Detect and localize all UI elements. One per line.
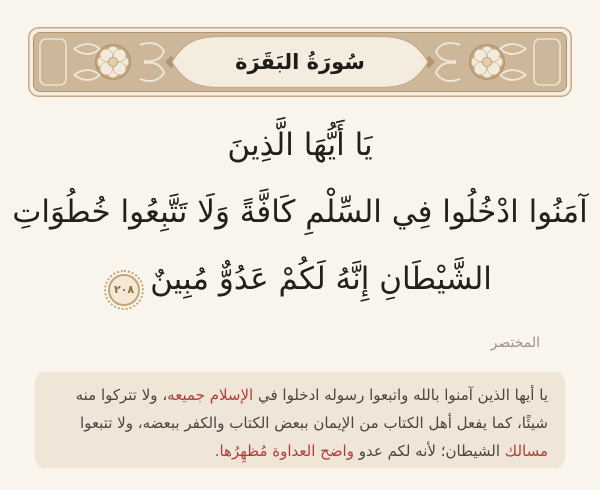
tafsir-source-label[interactable]: المختصر <box>490 335 540 351</box>
tafsir-segment-highlight: مسالك <box>504 441 548 460</box>
verse-line-2[interactable]: آمَنُوا ادْخُلُوا فِي السِّلْمِ كَافَّةً وَلَا تَتَّبِعُوا خُطُوَاتِ <box>12 194 588 230</box>
verse-line-3[interactable] <box>10 246 590 313</box>
tafsir-box <box>35 372 565 468</box>
tafsir-segment: الشيطان؛ لأنه لكم عدو <box>353 441 505 460</box>
tafsir-segment: ، ولا تتركوا منه شيئًا، كما يفعل أهل الكتاب من الإيمان ببعض الكتاب والكفر ببعضه، ولا تتبعوا <box>75 386 548 432</box>
tafsir-segment-highlight: واضح العداوة مُظهِرُها. <box>214 441 354 460</box>
ayah-number-badge: ٢٠٨ <box>108 274 140 306</box>
tafsir-segment-highlight: الإسلام جميعه <box>167 386 254 404</box>
surah-title: سُورَةُ البَقَرَة <box>235 50 365 74</box>
verse-line-3-text: الشَّيْطَانِ إِنَّهُ لَكُمْ عَدُوٌّ مُبِينٌ <box>150 261 492 297</box>
verse-block <box>10 112 590 313</box>
tafsir-segment: يا أيها الذين آمنوا بالله واتبعوا رسوله ادخلوا في <box>253 386 548 404</box>
verse-line-1[interactable]: يَا أَيُّهَا الَّذِينَ <box>227 127 373 163</box>
surah-header-banner <box>28 27 572 97</box>
